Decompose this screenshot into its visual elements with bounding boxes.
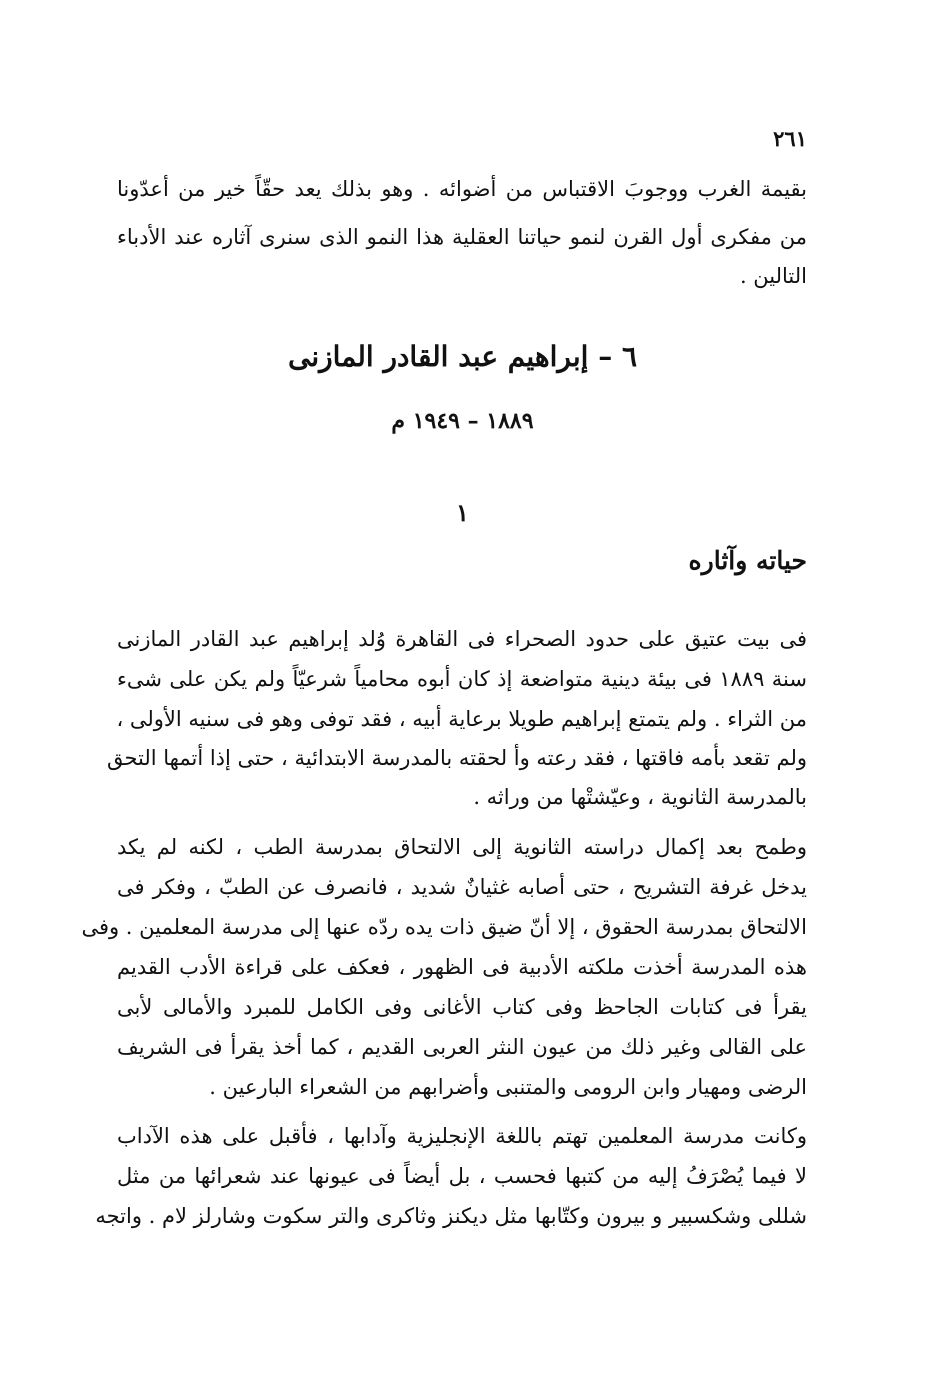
text-line: من الثراء . ولم يتمتع إبراهيم طويلا برعاية أبيه ، فقد توفى وهو فى سنيه الأولى ،	[116, 707, 807, 731]
text-line: التالين .	[739, 264, 807, 288]
text-line: الالتحاق بمدرسة الحقوق ، إلا أنّ ضيق ذات يده ردّه عنها إلى مدرسة المعلمين . وفى	[81, 915, 807, 939]
text-line: يدخل غرفة التشريح ، حتى أصابه غثيانٌ شديد ، فانصرف عن الطبّ ، وفكر فى	[117, 875, 807, 899]
text-line: بقيمة الغرب ووجوبَ الاقتباس من أضوائه . وهو بذلك يعد حقّاً خير من أعدّونا	[117, 177, 807, 201]
text-line: على القالى وغير ذلك من عيون النثر العربى القديم ، كما أخذ يقرأ فى الشريف	[117, 1035, 807, 1059]
text-line: وطمح بعد إكمال دراسته الثانوية إلى الالتحاق بمدرسة الطب ، لكنه لم يكد	[117, 835, 807, 859]
chapter-dates: ١٨٨٩ – ١٩٤٩ م	[391, 408, 534, 434]
chapter-title: ٦ – إبراهيم عبد القادر المازنى	[288, 340, 637, 373]
text-line: الرضى ومهيار وابن الرومى والمتنبى وأضرابهم من الشعراء البارعين .	[209, 1075, 807, 1099]
text-line: ولم تقعد بأمه فاقتها ، فقد رعته وأ لحقته بالمدرسة الابتدائية ، حتى إذا أتمها التحق	[106, 746, 807, 770]
text-line: هذه المدرسة أخذت ملكته الأدبية فى الظهور ، فعكف على قراءة الأدب القديم	[117, 955, 807, 979]
page-number: ٢٦١	[773, 126, 807, 151]
text-line: شللى وشكسبير و بيرون وكتّابها مثل ديكنز وثاكرى والتر سكوت وشارلز لام . واتجه	[95, 1204, 807, 1228]
text-line: وكانت مدرسة المعلمين تهتم باللغة الإنجليزية وآدابها ، فأقبل على هذه الآداب	[117, 1124, 807, 1148]
text-line: من مفكرى أول القرن لنمو حياتنا العقلية هذا النمو الذى سنرى آثاره عند الأدباء	[117, 225, 807, 249]
text-line: سنة ١٨٨٩ فى بيئة دينية متواضعة إذ كان أبوه محامياً شرعيّاً ولم يكن على شىء	[117, 667, 807, 691]
text-line: فى بيت عتيق على حدود الصحراء فى القاهرة وُلد إبراهيم عبد القادر المازنى	[117, 627, 807, 651]
section-heading: حياته وآثاره	[688, 546, 807, 575]
text-line: لا فيما يُصْرَفُ إليه من كتبها فحسب ، بل أيضاً فى عيونها عند شعرائها من مثل	[117, 1164, 807, 1188]
section-number: ١	[456, 498, 469, 527]
text-line: يقرأ فى كتابات الجاحظ وفى كتاب الأغانى وفى الكامل للمبرد والأمالى لأبى	[117, 995, 807, 1019]
text-line: بالمدرسة الثانوية ، وعيّشتْها من وراثه .	[473, 785, 807, 809]
